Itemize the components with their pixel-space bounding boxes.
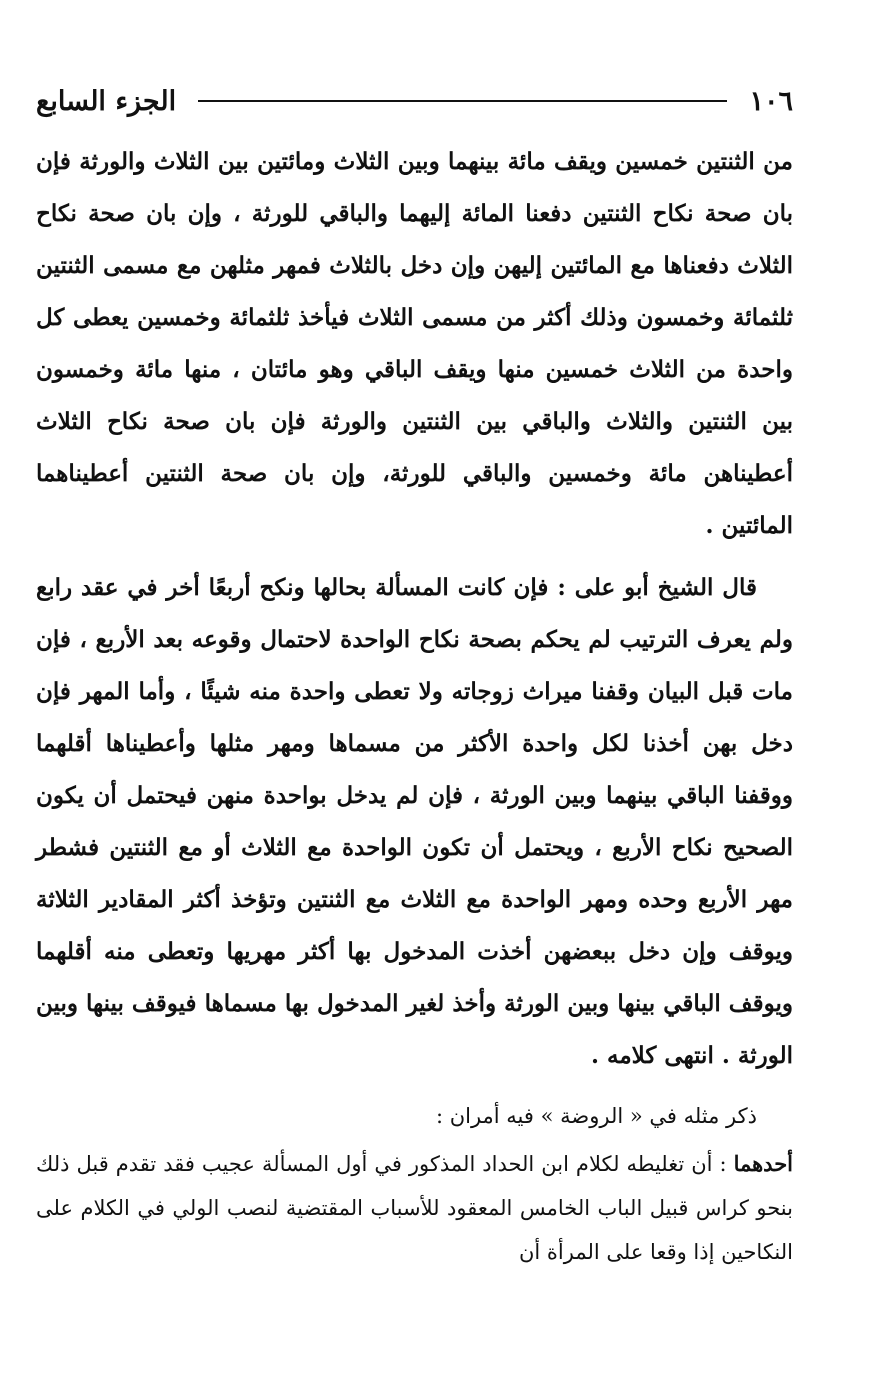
main-paragraph-1: من الثنتين خمسين ويقف مائة بينهما وبين الثلاث ومائتين بين الثلاث والورثة فإن بان صحة نكاح الثنتين دفعنا المائة إليهما والباقي للورثة ، وإن بان صحة نكاح الثلاث دفعناها مع المائتين إليهن وإن دخل بالثلاث فمهر مثلهن مع مسمى الثنتين ثلثمائة وخمسون وذلك أكثر من مسمى الثلاث فيأخذ ثلثمائة وخمسين يعطى كل واحدة من الثلاث خمسين منها ويقف الباقي وهو مائتان ، منها مائة وخمسون بين الثنتين والثلاث والباقي بين الثنتين والورثة فإن بان صحة نكاح الثلاث أعطيناهن مائة وخمسين والباقي للورثة، وإن بان صحة الثنتين أعطيناهما المائتين . (36, 148, 793, 539)
book-page (36, 78, 793, 1350)
commentary-body: : أن تغليطه لكلام ابن الحداد المذكور في أول المسألة عجيب فقد تقدم قبل ذلك بنحو كراس قبيل الباب الخامس المعقود للأسباب المقتضية لنصب الولي في الكلام على النكاحين إذا وقعا على المرأة أن (36, 1152, 793, 1264)
volume-title: الجزء السابع (36, 85, 177, 117)
commentary-intro: ذكر مثله في « الروضة » فيه أمران : (435, 1104, 757, 1128)
commentary (36, 1094, 793, 1274)
main-text (36, 136, 793, 1082)
page-number: ١٠٦ (749, 85, 793, 117)
commentary-lead-word: أحدهما (733, 1151, 794, 1176)
main-paragraph-2: قال الشيخ أبو على : فإن كانت المسألة بحالها ونكح أربعًا أخر في عقد رابع ولم يعرف الترتيب لم يحكم بصحة نكاح الواحدة لاحتمال وقوعه بعد الأربع ، فإن مات قبل البيان وقفنا ميراث زوجاته ولا تعطى واحدة منه شيئًا ، وأما المهر فإن دخل بهن أخذنا لكل واحدة الأكثر من مسماها ومهر مثلها وأعطيناها أقلهما ووقفنا الباقي بينهما وبين الورثة ، فإن لم يدخل بواحدة منهن فيحتمل أن يكون الصحيح نكاح الأربع ، ويحتمل أن تكون الواحدة مع الثلاث أو مع الثنتين فشطر مهر الأربع وحده ومهر الواحدة مع الثلاث مع الثنتين وتؤخذ أكثر المقادير الثلاثة ويوقف وإن دخل ببعضهن أخذت المدخول بها أكثر مهريها وتعطى منه أقلهما ويوقف الباقي بينها وبين الورثة وأخذ لغير المدخول بها مسماها فيوقف بينها وبين الورثة . انتهى كلامه . (36, 574, 793, 1069)
running-header (36, 78, 793, 124)
commentary-paragraph (36, 1142, 793, 1274)
header-rule (198, 100, 727, 102)
